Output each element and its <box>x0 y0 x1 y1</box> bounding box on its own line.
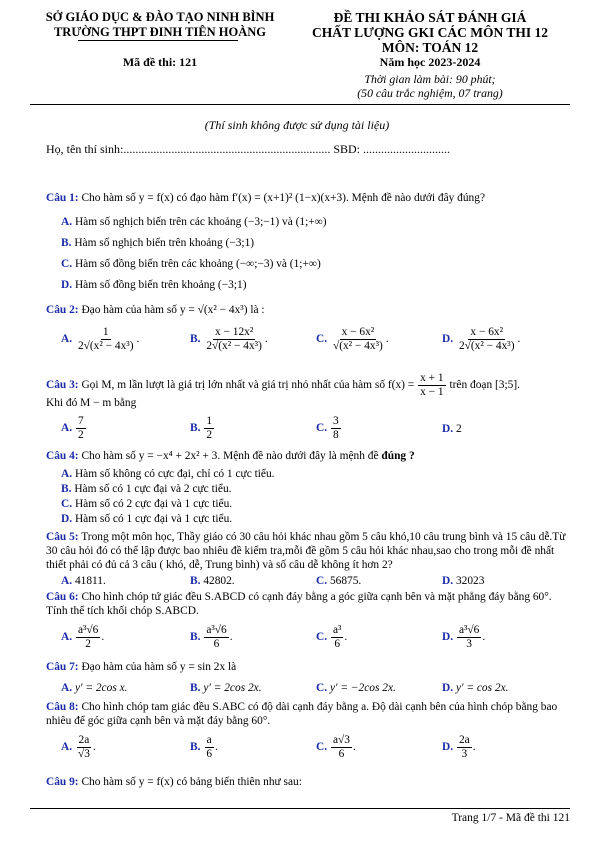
question-count: (50 câu trắc nghiệm, 07 trang) <box>357 86 503 100</box>
question-stem: Cho hàm số y = f(x) có bảng biến thiên như sau: <box>81 776 302 788</box>
q3-option-d[interactable]: D. 2 <box>442 423 462 435</box>
question-9 <box>46 775 566 789</box>
fraction: $\frac{\text{x − 12x²}}{\text{2√(x² − 4x³)}}$ <box>206 326 262 352</box>
header-right <box>300 10 560 70</box>
fraction: $\frac{x + 1}{x - 1}$ <box>420 372 444 398</box>
dept-name: SỞ GIÁO DỤC & ĐÀO TẠO NINH BÌNH <box>45 10 275 24</box>
q4-option-c[interactable]: C. Hàm số có 2 cực đại và 1 cực tiểu. <box>61 498 233 510</box>
q1-option-d[interactable]: D. Hàm số đồng biến trên khoảng (−3;1) <box>61 279 247 291</box>
q4-option-a[interactable]: A. Hàm số không có cực đại, chỉ có 1 cực tiểu. <box>61 468 275 480</box>
q7-option-a[interactable]: A. y′ = 2cos x. <box>61 682 128 694</box>
q6-option-b[interactable]: B. $\frac{\text{a³√6}}{6}$ . <box>190 624 233 650</box>
q8-option-b[interactable]: B. $\frac{a}{6}$ . <box>190 734 218 760</box>
fraction: $\frac{\text{x − 6x²}}{\text{√(x² − 4x³)}}$ <box>332 326 383 352</box>
question-3 <box>46 372 520 399</box>
fraction: $\frac{a}{6}$ <box>206 734 213 760</box>
fraction: $\frac{a√3}{6}$ <box>332 734 350 760</box>
question-stem-emphasis: đúng ? <box>381 450 415 462</box>
student-line: Họ, tên thí sinh:..................................................................... SBD: ............................. <box>46 142 451 156</box>
question-4 <box>46 449 566 463</box>
footer-divider <box>30 808 570 809</box>
question-7 <box>46 660 566 674</box>
q5-option-a[interactable]: A. 41811. <box>61 575 106 587</box>
fraction: $\frac{1}{2}$ <box>206 415 213 441</box>
question-number: Câu 7: <box>46 661 79 673</box>
question-stem: Đạo hàm của hàm số y = sin 2x là <box>81 661 237 673</box>
title-line-1: ĐỀ THI KHẢO SÁT ĐÁNH GIÁ <box>333 10 527 25</box>
duration: Thời gian làm bài: 90 phút; <box>364 72 496 86</box>
header-left-underline <box>78 40 238 41</box>
q7-option-d[interactable]: D. y′ = cos 2x. <box>442 682 509 694</box>
question-number: Câu 6: <box>46 591 79 603</box>
q8-option-a[interactable]: A. $\frac{2a}{√3}$ . <box>61 734 96 760</box>
q2-option-d[interactable]: D. $\frac{\text{x − 6x²}}{\text{2√(x² − 4x³)}}$ . <box>442 326 521 352</box>
question-stem: Cho hình chóp tam giác đều S.ABC có độ dài cạnh đáy bằng a. Độ dài cạnh bên của hình chóp bằng bao nhiêu để góc giữa cạnh bên và mặt đáy bằng 60°. <box>46 701 558 727</box>
fraction: $\frac{\text{a³√6}}{6}$ <box>206 624 227 650</box>
question-stem: Cho hàm số y = −x⁴ + 2x² + 3. Mệnh đề nào dưới đây là mệnh đề <box>81 450 379 462</box>
q8-option-d[interactable]: D. $\frac{2a}{3}$ . <box>442 734 476 760</box>
question-number: Câu 5: <box>46 531 79 543</box>
page-footer: Trang 1/7 - Mã đề thi 121 <box>451 812 570 824</box>
fraction: $\frac{3}{8}$ <box>332 415 339 441</box>
q5-option-b[interactable]: B. 42802. <box>190 575 235 587</box>
q6-option-c[interactable]: C. $\frac{\text{a³}}{6}$ . <box>316 624 348 650</box>
fraction: $\frac{2a}{√3}$ <box>77 734 90 760</box>
q2-option-c[interactable]: C. $\frac{\text{x − 6x²}}{\text{√(x² − 4x³)}}$ . <box>316 326 389 352</box>
q6-option-d[interactable]: D. $\frac{\text{a³√6}}{3}$ . <box>442 624 486 650</box>
fraction: $\frac{1}{\text{2√(x² − 4x³)}}$ <box>77 326 134 352</box>
question-2 <box>46 303 566 317</box>
title-line-2: CHẤT LƯỢNG GKI CÁC MÔN THI 12 <box>311 25 549 40</box>
fraction: $\frac{\text{a³√6}}{2}$ <box>77 624 99 650</box>
fraction: $\frac{\text{a³√6}}{3}$ <box>458 624 480 650</box>
q7-option-c[interactable]: C. y′ = −2cos 2x. <box>316 682 396 694</box>
question-8 <box>46 700 566 728</box>
header-left <box>40 10 280 40</box>
q3-option-b[interactable]: B. $\frac{1}{2}$ <box>190 415 213 441</box>
q1-option-a[interactable]: A. Hàm số nghịch biến trên các khoảng (−3;−1) và (1;+∞) <box>61 216 327 228</box>
fraction: $\frac{\text{a³}}{6}$ <box>332 624 342 650</box>
question-stem: Cho hình chóp tứ giác đều S.ABCD có cạnh đáy bằng a góc giữa cạnh bên và mặt phẳng đáy bằng 60°. Tính thể tích khối chóp S.ABCD. <box>46 591 552 617</box>
q5-option-d[interactable]: D. 32023 <box>442 575 485 587</box>
exam-code: Mã đề thi: 121 <box>122 55 198 69</box>
question-number: Câu 3: <box>46 379 79 392</box>
q4-option-d[interactable]: D. Hàm số có 1 cực đại và 1 cực tiểu. <box>61 513 233 525</box>
q1-option-b[interactable]: B. Hàm số nghịch biến trên khoảng (−3;1) <box>61 237 255 249</box>
fraction: $\frac{7}{2}$ <box>77 415 84 441</box>
q8-option-c[interactable]: C. $\frac{a√3}{6}$ . <box>316 734 356 760</box>
question-number: Câu 4: <box>46 450 79 462</box>
q4-option-b[interactable]: B. Hàm số có 1 cực đại và 2 cực tiểu. <box>61 483 232 495</box>
school-year: Năm học 2023-2024 <box>379 55 481 69</box>
header-right-info <box>300 72 560 100</box>
question-number: Câu 1: <box>46 192 79 204</box>
question-number: Câu 8: <box>46 701 79 713</box>
subject: MÔN: TOÁN 12 <box>381 40 479 55</box>
question-number: Câu 2: <box>46 304 79 316</box>
question-stem: Đạo hàm của hàm số y = √(x² − 4x³) là : <box>81 304 265 316</box>
notice: (Thí sinh không được sử dụng tài liệu) <box>204 118 390 132</box>
q6-option-a[interactable]: A. $\frac{\text{a³√6}}{2}$ . <box>61 624 105 650</box>
fraction: $\frac{2a}{3}$ <box>458 734 470 760</box>
question-5 <box>46 530 566 572</box>
q3-option-a[interactable]: A. $\frac{7}{2}$ <box>61 415 84 441</box>
school-name: TRƯỜNG THPT ĐINH TIÊN HOÀNG <box>53 25 267 39</box>
question-stem: Gọi M, m lần lượt là giá trị lớn nhất và giá trị nhỏ nhất của hàm số f(x) = <box>81 379 415 392</box>
q7-option-b[interactable]: B. y′ = 2cos 2x. <box>190 682 262 694</box>
header-divider <box>30 104 570 105</box>
q2-option-b[interactable]: B. $\frac{\text{x − 12x²}}{\text{2√(x² − 4x³)}}$ . <box>190 326 268 352</box>
q2-option-a[interactable]: A. $\frac{1}{\text{2√(x² − 4x³)}}$ . <box>61 326 140 352</box>
q5-option-c[interactable]: C. 56875. <box>316 575 362 587</box>
q3-option-c[interactable]: C. $\frac{3}{8}$ <box>316 415 339 441</box>
q1-option-c[interactable]: C. Hàm số đồng biến trên các khoảng (−∞;−3) và (1;+∞) <box>61 258 321 270</box>
question-number: Câu 9: <box>46 776 79 788</box>
question-stem-end: trên đoạn [3;5]. <box>449 379 520 392</box>
question-3-cont: Khi đó M − m bằng <box>46 397 137 409</box>
fraction: $\frac{\text{x − 6x²}}{\text{2√(x² − 4x³)}}$ <box>458 326 515 352</box>
question-1 <box>46 191 566 205</box>
question-6 <box>46 590 566 618</box>
question-stem: Trong một môn học, Thầy giáo có 30 câu hỏi khác nhau gồm 5 câu khó,10 câu trung bình và 15 câu dễ.Từ 30 câu hỏi đó có thể lập được bao nhiêu đề kiểm tra,mỗi đề gồm 5 câu hỏi khác nhau,sao cho trong mỗi đề nhất thiết phải có đủ cả 3 câu ( khó, dễ, Trung bình) và số câu dễ không ít hơn 2? <box>46 531 566 571</box>
question-stem: Cho hàm số y = f(x) có đạo hàm f′(x) = (x+1)² (1−x)(x+3). Mệnh đề nào dưới đây đúng? <box>81 192 486 204</box>
